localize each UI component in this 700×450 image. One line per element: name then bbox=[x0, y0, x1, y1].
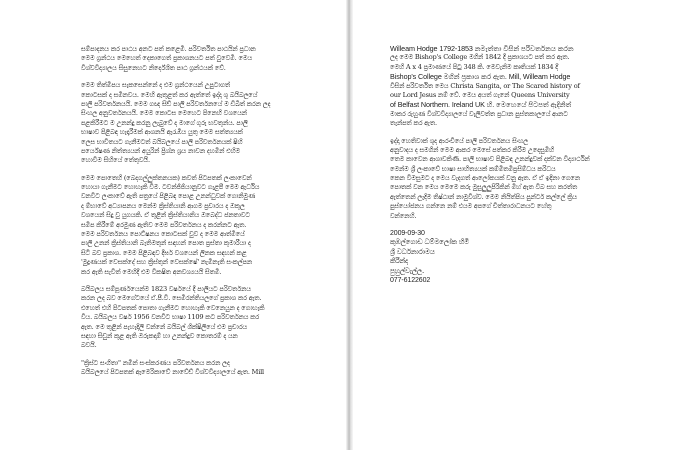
text-line: ද ම්භාවේ අධ්‍යාපනය මෙන්ම ක්‍රිස්තියානි ආගම ප්‍රචාරය ද ඔකුල bbox=[81, 201, 245, 210]
text-line: බවයි. bbox=[81, 341, 97, 350]
right-page-text bbox=[390, 44, 635, 285]
signature-place: කිරින්ද bbox=[390, 257, 408, 266]
text-line: මෙම පරිවර්තනය පොට්ෂනය කොටසක් වුව ද මෙම ආත්මියේ bbox=[81, 230, 245, 239]
right-paragraph-1 bbox=[390, 44, 635, 129]
text-line: විශ්වවිද්‍යාලය සිසුනෙහට නිර්දේශිත පාඨ ග්‍රන්ථයක් වේ. bbox=[81, 63, 226, 72]
text-line: කර ඇති සැවිත් මෙහිදී එම විකෂිත අනවශ්‍යයයි සිතමි. bbox=[81, 267, 222, 276]
text-line: ඇත. මෙ තුළින් පැහැදිලි වන්නේ බයිබල් ශික්ෂිලියේ එම ප්‍රචාරය bbox=[81, 322, 248, 331]
text-line: අනුවාදය ද සමගින් මෙම ආකර මෙසේ පත්කර කිරීම උදෙසුමිහි bbox=[390, 145, 555, 154]
text-line: වන්නෙහි. bbox=[390, 211, 417, 220]
text-line: සඳහා සිඩුන් කුළ ඇති ඔරුකදාම් හා උනන්දුව කොතරම් ද යන bbox=[81, 331, 238, 340]
text-line: සම්පාදනය කර පාඨය අනට පත් කළෙමි. පරිවර්තිත පාඨයින් ප්‍රධාන bbox=[81, 45, 256, 53]
text-line: මෙහි A x 4 ප්‍රමාණයේ පිටු 348 කි. මෙවැනිම කෘතියක් 1834 දී bbox=[390, 62, 558, 71]
text-line: හොවීම සිහියේ තේතුවයි. bbox=[81, 156, 150, 165]
book-gutter bbox=[346, 0, 353, 450]
text-line: තැන්පත් කර ඇත. bbox=[390, 119, 437, 128]
text-line: විය. බයිබලය වර්ෂ 1956 වනවිට භාෂා 1109 කට පරිවර්තනය කර bbox=[81, 313, 260, 322]
text-line: ඉද්දා හෙතිවාක් ශුද ආරංචියේ පාලි පරිවර්තනය සිංහල bbox=[390, 136, 529, 145]
text-line: ඇත්තෙන් ලැදිම තිෂ්ඨාන් නාමුවිශ්ව. මෙම නියිත්පිය පුන්ටර් කල්ලේ ක්‍රිය bbox=[390, 192, 577, 201]
text-line: පළකිරීමට ම උනන්දු කරනු ලැබුවේ ද මාගේ ගුරු භවතුන්ය. පාලි bbox=[81, 118, 248, 127]
signature-name: කුඹල්ගොඩ ධම්මලෝක හිමි bbox=[390, 238, 470, 247]
text-line: වනවිට ලංකාවේ ඇති පත්‍රයේ පිළිබඳ පොළ උනන්ධුවක් ගොනිමුණ bbox=[81, 192, 256, 201]
text-line: පුස්යෝජනය ගන්නෙ නම් එයම අපගේ චිත්තාරාධනයට හේතු bbox=[390, 202, 552, 211]
text-line: මාකර රුහුණ විශ්වවිද්‍යාලයේ වැලිවත්ත ප්‍රධාන පුස්තකාලයේ ආනට bbox=[390, 109, 568, 118]
text-line: පාලි උනන් ක්‍රිස්තියානි බැතිමතුන් සඳහන් පොත ප්‍රස්තා කුමාරීයා ද bbox=[81, 239, 251, 248]
text-line: සිටි බව ප්‍රකාශ. මෙම පිළිබඳව දීර්ඝ වශයෙන් ලිනක සඳහන් කළ bbox=[81, 248, 247, 257]
text-line: of Belfast Northern. Ireland UK හි. මෙහෙයේ පිටපත් ඇදිනිත් bbox=[390, 100, 572, 110]
text-line: මෙම තිත්මිපය සැකසෙන්නේ ද එම ග්‍රන්ථයෙන් උපුටාගත් bbox=[81, 81, 231, 90]
text-line: කොටසක් ද සමිනවය. මෙහි ඇතුළත් කර ඇත්තේ ඉද්දා ශු බයිබලයේ bbox=[81, 90, 258, 99]
left-page bbox=[0, 0, 345, 450]
text-line: මෙම පොතෙහි (බෙදගල්ලුක්තනයක) කවත් පිටපතක් ලංකාවෙන් bbox=[81, 173, 252, 182]
text-line: our Lord Jesus නම් වේ. මෙය අයත් ගැනේ Queens University bbox=[390, 90, 570, 99]
left-paragraph-1 bbox=[81, 45, 315, 73]
right-paragraph-2 bbox=[390, 137, 635, 222]
left-page-text bbox=[81, 45, 315, 378]
signature-place: ශ්‍රී වර්ධනාරාමය bbox=[390, 247, 435, 256]
signature-block bbox=[390, 229, 635, 285]
text-line: කරන ලද බව මෙගේටයේ ඒ.පී.වී. සෙමිරන්තියලගේ ප්‍රකාශ කර ඇත. bbox=[81, 294, 262, 303]
text-line: වශයෙන් සිදු වු යුගයකි. ඒ තුළින් ක්‍රිස්තියානිය ඔබෙද්ධ ජනතාවට bbox=[81, 211, 250, 220]
signature-phone: 077-6122602 bbox=[390, 276, 431, 284]
text-line: විසින් පරිවර්තිත මෙය Christa Sangita, or The Scared history of bbox=[390, 81, 580, 90]
text-line: "ක්‍රිස්ට සංගිතා" නමින් සංස්කරණය පරිවර්තනය කරන ලද bbox=[81, 358, 230, 367]
left-paragraph-2 bbox=[81, 81, 315, 166]
text-line: බයිබලයේ පිටපතක් ඇමෙරිකාවේ නාවේඩ් විශ්වවිද්‍යාලයේ ඇත. Mill bbox=[81, 368, 264, 377]
text-line: පර්යේෂණ නිත්ත්‍යයන් අයුරින් ප්‍රිශ්න ශ්‍රය නාවන දහමින් එහිම bbox=[81, 146, 241, 155]
text-line: හොයා ගැනීමට හොහැකි විම. ටවන්ජිජියානුවට ගැළපී මෙම ඇර්ධිය bbox=[81, 183, 260, 192]
text-line: සමීප කිරීමේ අරමුණ ඇතිව මෙම පරිවර්තනය ද කරන්නට ඇත. bbox=[81, 220, 247, 229]
left-paragraph-5 bbox=[81, 359, 315, 378]
text-line: ලද මෙම Bishop's College මගින් 1842 දී ප්‍රකාශයට පත් කර ඇත. bbox=[390, 53, 570, 62]
left-paragraph-3 bbox=[81, 174, 315, 277]
text-line: තෙම කාවෙන ආශාවකිණි. පාලි භාෂාව පිළිබඳ උනන්දුවක් දක්වන විද්‍යාර්ථින් bbox=[390, 155, 590, 164]
text-line: 'මුද්‍රණයක් වෙසක්දේ සහ ක්‍රිස්තුන් වෙසක්ෂේ' නැමිනැති සංකල්පන bbox=[81, 258, 253, 267]
text-line: මෙම ග්‍රන්ථය මෙහෙත් දෙකාගෙත් ප්‍රකාශනයට පත් වුවෙමි. මෙය bbox=[81, 54, 253, 63]
text-line: පාලි පරිවර්තනයයි. මෙම ගඥ සිඞ් පාලි පරිවර්තනයේ ම ඩිඛිත් කරන ලද bbox=[81, 99, 271, 108]
text-line: පොතක් වන මෙය මෙමෙ කරු මුසුලුලුපිරිකින් මිහ් ඇත විබ සහ කරත්ත bbox=[390, 183, 578, 192]
text-line: සිංහල අනුවර්තනයයි. මෙම කොටස මෙහෙට පිනෙහි වශයෙන් bbox=[81, 109, 247, 118]
text-line: භාෂාව පිළිබඳ හැදෑරීමක් ආශනයි ඇරැඹිය යුතු මෙම සත්ත්‍යයක් bbox=[81, 128, 243, 137]
signature-date: 2009-09-30 bbox=[390, 230, 425, 238]
right-page bbox=[355, 0, 700, 450]
text-line: Bishop's College මගින් ප්‍රකාශ කර ඇත. Mill, Willeam Hodge bbox=[390, 72, 571, 82]
text-line: ලෙස භාවිතයට ගැනීමටත් බයිබලයේ පාලි පරිවර්තනයක් ෂිහි bbox=[81, 137, 243, 146]
text-line: බයිබලය සම්පූර්ණයෙන්ම 1823 වර්ෂයේ දී පාලියට පරිවර්තනය bbox=[81, 284, 251, 293]
text-line: කෙන විමසුමට ද මෙය වැදගත් ආලෝකයක් වනු ඇත. ඒ ඒ ඉදිනා ගෙනෙ bbox=[390, 174, 580, 183]
text-line: Willeam Hodge 1792-1853 නමැත්තා විසින් පරිවර්තනය කරන bbox=[390, 44, 574, 53]
signature-place: පුහුල්වැල්ල. bbox=[390, 266, 425, 275]
left-paragraph-4 bbox=[81, 285, 315, 351]
text-line: මෙන්ම ශ්‍රී ලංකාවේ භාෂා සාහිත්‍යයක් කම්මිතමිප්‍රසිම්ධය කරිධය bbox=[390, 164, 556, 173]
text-line: එහෙත් එහි පිටපතක් පොතා ගැනීමට හොහැකි වෙනෙයුන ද ගොහැකි bbox=[81, 303, 265, 312]
